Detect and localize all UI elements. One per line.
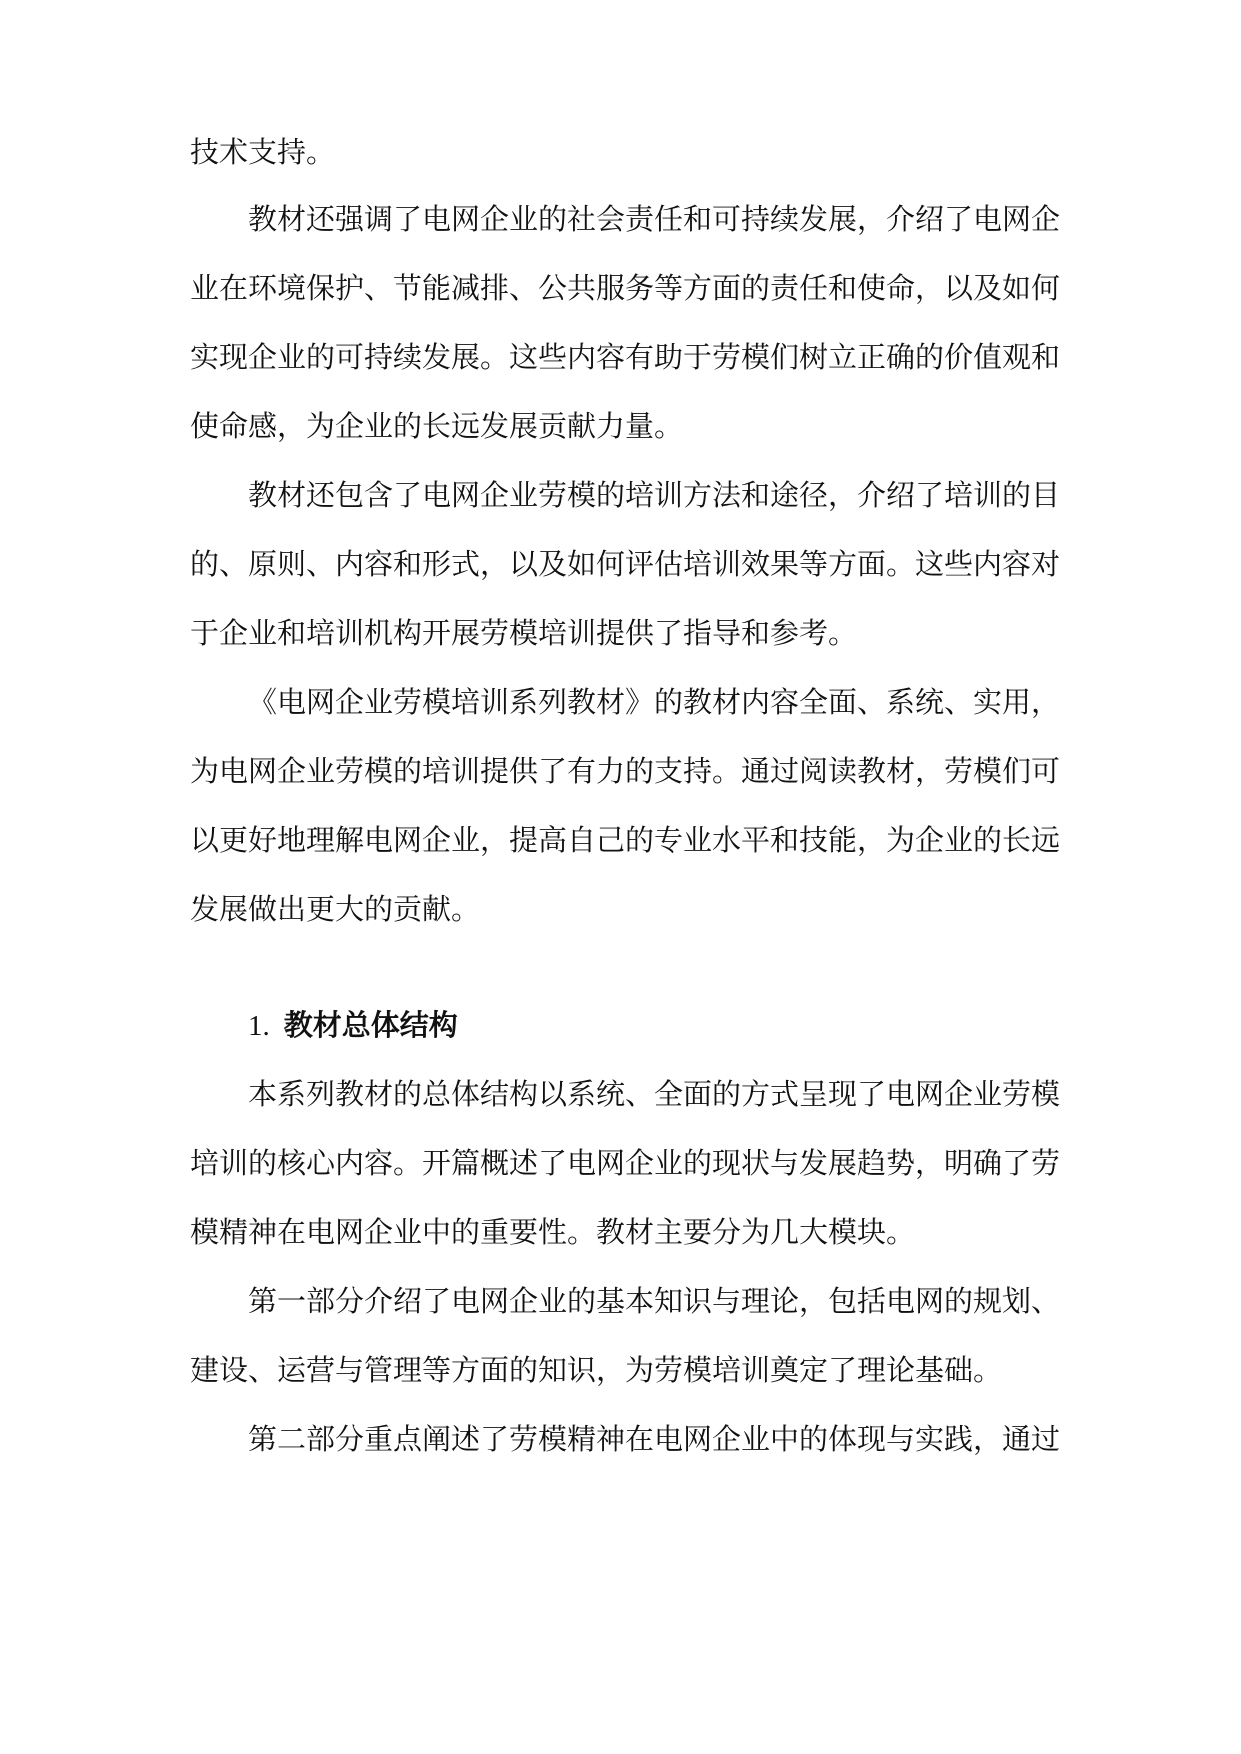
paragraph-line: 第二部分重点阐述了劳模精神在电网企业中的体现与实践，通过: [248, 1422, 1061, 1456]
section-heading: [248, 1008, 458, 1043]
section-title: 教材总体结构: [283, 1008, 458, 1042]
paragraph-line: 使命感，为企业的长远发展贡献力量。: [190, 409, 684, 443]
paragraph-line: 以更好地理解电网企业，提高自己的专业水平和技能，为企业的长远: [190, 823, 1061, 857]
paragraph-line: 实现企业的可持续发展。这些内容有助于劳模们树立正确的价值观和: [190, 340, 1061, 374]
paragraph-line: 培训的核心内容。开篇概述了电网企业的现状与发展趋势，明确了劳: [190, 1146, 1061, 1180]
paragraph-line: 的、原则、内容和形式，以及如何评估培训效果等方面。这些内容对: [190, 547, 1061, 581]
paragraph-line: 《电网企业劳模培训系列教材》的教材内容全面、系统、实用，: [248, 685, 1061, 719]
paragraph-line: 于企业和培训机构开展劳模培训提供了指导和参考。: [190, 616, 858, 650]
paragraph-line: 第一部分介绍了电网企业的基本知识与理论，包括电网的规划、: [248, 1284, 1061, 1318]
paragraph-line: 教材还强调了电网企业的社会责任和可持续发展，介绍了电网企: [248, 202, 1061, 236]
paragraph-line: 发展做出更大的贡献。: [190, 892, 481, 926]
section-number: 1.: [248, 1010, 270, 1042]
paragraph-line: 建设、运营与管理等方面的知识，为劳模培训奠定了理论基础。: [190, 1353, 1003, 1387]
paragraph-line: 模精神在电网企业中的重要性。教材主要分为几大模块。: [190, 1215, 916, 1249]
paragraph-line: 业在环境保护、节能减排、公共服务等方面的责任和使命，以及如何: [190, 271, 1061, 305]
paragraph-line: 本系列教材的总体结构以系统、全面的方式呈现了电网企业劳模: [248, 1077, 1061, 1111]
paragraph-line: 教材还包含了电网企业劳模的培训方法和途径，介绍了培训的目: [248, 478, 1061, 512]
paragraph-line: 为电网企业劳模的培训提供了有力的支持。通过阅读教材，劳模们可: [190, 754, 1061, 788]
paragraph-line: 技术支持。: [190, 135, 336, 169]
